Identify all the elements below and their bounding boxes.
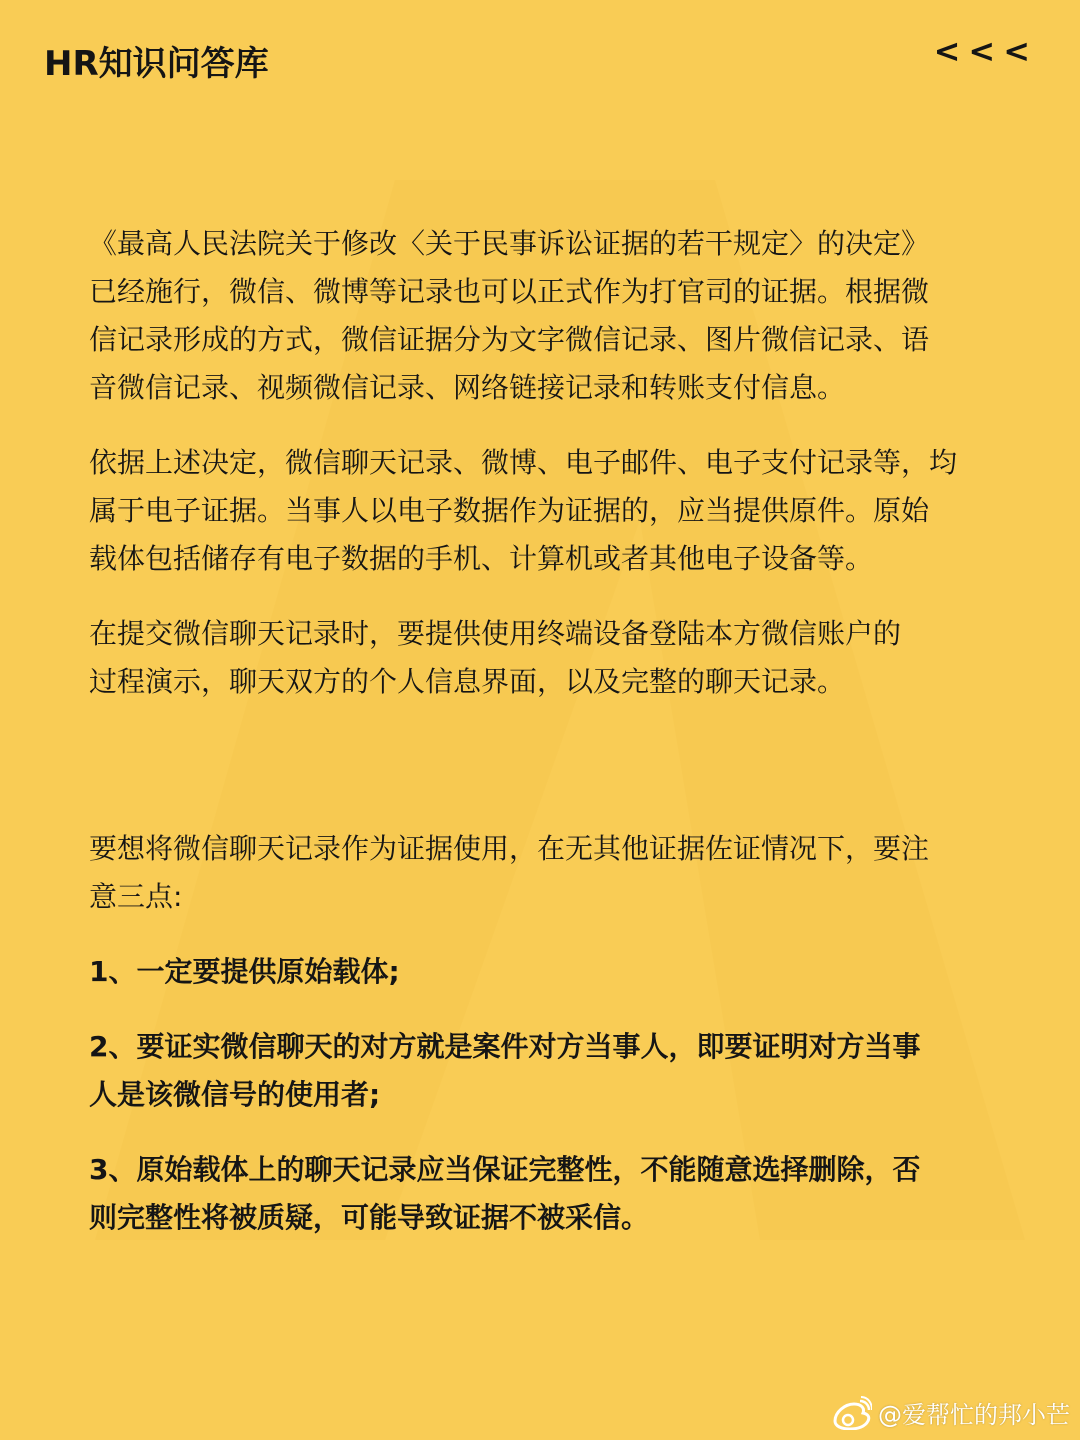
page-title: HR知识问答库	[44, 44, 269, 84]
point-complete-records: 3、原始载体上的聊天记录应当保证完整性，不能随意选择删除，否 则完整性将被质疑，可能导致证据不被采信。	[89, 1153, 921, 1234]
watermark-text: @爱帮忙的邦小芒	[878, 1401, 1070, 1429]
paragraph-electronic-evidence: 依据上述决定，微信聊天记录、微博、电子邮件、电子支付记录等，均 属于电子证据。当事人以电子数据作为证据的，应当提供原件。原始 载体包括储存有电子数据的手机、计算机或者其他电子设备等。	[89, 446, 958, 575]
section-spacer	[89, 733, 979, 825]
weibo-watermark	[830, 1395, 1070, 1430]
article-content	[89, 220, 979, 1269]
point-original-carrier: 1、一定要提供原始载体;	[89, 955, 400, 988]
paragraph-three-points-intro: 要想将微信聊天记录作为证据使用，在无其他证据佐证情况下，要注 意三点:	[89, 832, 930, 913]
paragraph-regulation: 《最高人民法院关于修改〈关于民事诉讼证据的若干规定〉的决定》 已经施行，微信、微博等记录也可以正式作为打官司的证据。根据微 信记录形成的方式，微信证据分为文字微信记录、图片微信记录、语 音微信记录、视频微信记录、网络链接记录和转账支付信息。	[89, 227, 930, 404]
point-verify-counterparty: 2、要证实微信聊天的对方就是案件对方当事人，即要证明对方当事 人是该微信号的使用者;	[89, 1030, 921, 1111]
weibo-icon	[830, 1396, 872, 1430]
back-arrows-button[interactable]: <<<	[933, 32, 1038, 70]
paragraph-submission: 在提交微信聊天记录时，要提供使用终端设备登陆本方微信账户的 过程演示，聊天双方的个人信息界面，以及完整的聊天记录。	[89, 617, 902, 698]
